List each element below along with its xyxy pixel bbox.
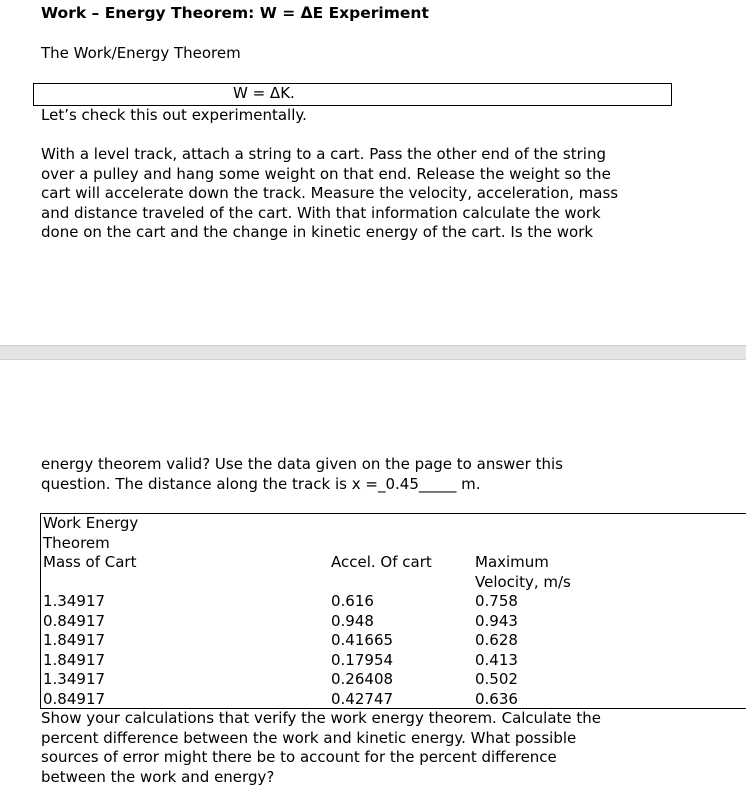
check-text: Let’s check this out experimentally.	[41, 106, 307, 124]
text-line: over a pulley and hang some weight on that end. Release the weight so the	[41, 164, 611, 183]
table-cell: 0.26408	[331, 670, 394, 688]
text-line: percent difference between the work and kinetic energy. What possible	[41, 728, 577, 747]
calculation-paragraph	[41, 709, 601, 787]
table-cell: 0.84917	[43, 689, 106, 708]
text-line: and distance traveled of the cart. With that information calculate the work	[41, 203, 601, 222]
subtitle: The Work/Energy Theorem	[41, 44, 241, 62]
page-break	[0, 345, 746, 360]
mass-column	[43, 514, 138, 709]
text-line: done on the cart and the change in kinetic energy of the cart. Is the work	[41, 223, 594, 242]
table-cell: 1.84917	[43, 650, 106, 669]
text-line: energy theorem valid? Use the data given on the page to answer this	[41, 455, 563, 473]
table-cell: 0.628	[475, 631, 518, 649]
table-cell: 0.948	[331, 611, 374, 630]
accel-column	[331, 514, 432, 709]
column-header: Mass of Cart	[43, 553, 137, 571]
page-title: Work – Energy Theorem: W = ΔE Experiment	[41, 4, 429, 22]
table-title: Work Energy	[43, 514, 139, 532]
question-paragraph	[41, 455, 563, 494]
table-cell: 0.42747	[331, 689, 394, 708]
column-header: Accel. Of cart	[331, 553, 432, 571]
table-title: Theorem	[43, 533, 110, 552]
table-cell: 0.943	[475, 611, 518, 630]
table-cell: 0.41665	[331, 631, 394, 649]
text-line: question. The distance along the track is x =_0.45_____ m.	[41, 474, 481, 493]
text-line: sources of error might there be to account for the percent difference	[41, 748, 557, 767]
column-header: Maximum	[475, 553, 549, 571]
table-cell: 0.758	[475, 592, 518, 610]
table-cell: 0.636	[475, 689, 518, 708]
table-cell: 0.84917	[43, 611, 106, 630]
table-cell: 0.413	[475, 650, 518, 669]
text-line: Show your calculations that verify the work energy theorem. Calculate the	[41, 709, 602, 727]
formula: W = ΔK.	[233, 84, 295, 102]
table-cell: 0.616	[331, 592, 374, 610]
table-cell: 0.17954	[331, 650, 394, 669]
column-header: Velocity, m/s	[475, 572, 571, 591]
velocity-column	[475, 514, 571, 709]
table-cell: 1.34917	[43, 592, 106, 610]
table-cell: 1.34917	[43, 670, 106, 688]
table-cell: 0.502	[475, 670, 518, 688]
table-cell: 1.84917	[43, 631, 106, 649]
formula-box	[33, 83, 672, 106]
text-line: between the work and energy?	[41, 767, 275, 786]
instructions-paragraph	[41, 145, 618, 243]
text-line: With a level track, attach a string to a cart. Pass the other end of the string	[41, 145, 606, 163]
text-line: cart will accelerate down the track. Measure the velocity, acceleration, mass	[41, 184, 619, 203]
